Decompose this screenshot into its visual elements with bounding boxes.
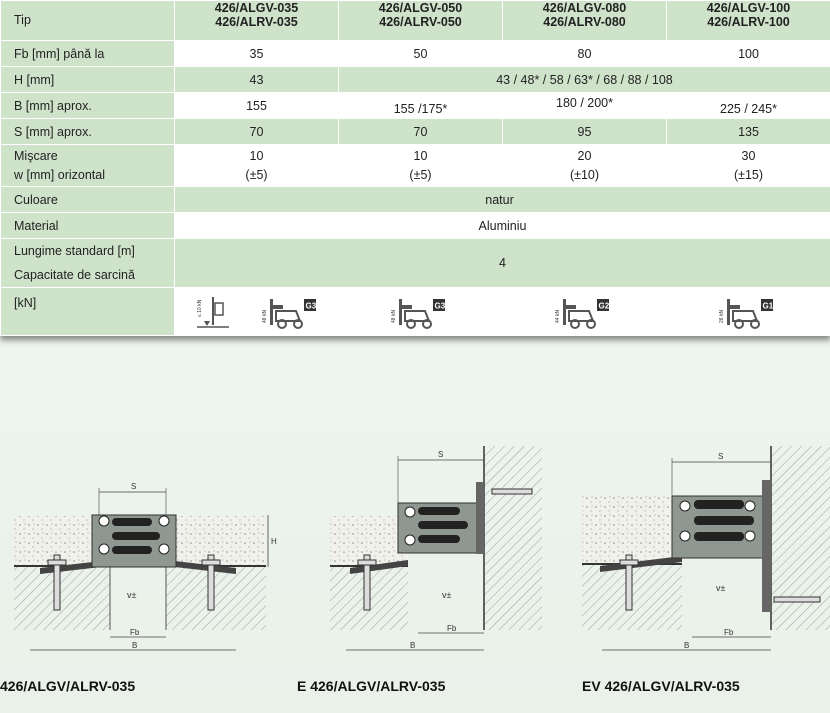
header-col-035 [175, 1, 339, 41]
header-col-050 [339, 1, 503, 41]
miscare-label [1, 145, 175, 187]
culoare-row [1, 187, 830, 213]
load-icons-035 [175, 288, 339, 336]
miscare-amount: 30 [741, 148, 756, 163]
miscare-value [503, 145, 667, 187]
dim-b-label: B [410, 641, 416, 650]
lungime-label [1, 239, 175, 288]
lungime-label-text: Lungime standard [m] [14, 244, 135, 258]
load-icons-080 [503, 288, 667, 336]
miscare-amount: 10 [413, 148, 428, 163]
s-value: 135 [667, 119, 830, 145]
s-value: 70 [175, 119, 339, 145]
lungime-value: 4 [175, 239, 830, 288]
load-icons-050 [339, 288, 503, 336]
forklift-icon [391, 293, 451, 331]
header-col-100-text: 426/ALGV-100 426/ALRV-100 [706, 1, 791, 29]
dim-b-label: B [132, 641, 138, 650]
dim-s-label: S [438, 450, 444, 459]
h-value-first: 43 [175, 67, 339, 93]
miscare-value [175, 145, 339, 187]
tip-label: Tip [1, 1, 175, 41]
movement-label: v± [127, 590, 137, 600]
capacitate-label: Capacitate de sarcină [14, 268, 135, 282]
joint-drawing-floor [14, 482, 277, 650]
culoare-value: natur [175, 187, 830, 213]
fb-row [1, 41, 830, 67]
forklift-icon [555, 293, 615, 331]
load-value-small: 48 kN [390, 309, 397, 323]
forklift-icon [262, 293, 322, 331]
forklift-class-label: G3 [305, 301, 317, 310]
s-row [1, 119, 830, 145]
h-value-rest: 43 / 48* / 58 / 63* / 68 / 88 / 108 [339, 67, 830, 93]
header-col-080 [503, 1, 667, 41]
dim-fb-label: Fb [724, 628, 734, 637]
material-row [1, 213, 830, 239]
miscare-tolerance: (±15) [733, 167, 764, 182]
miscare-tolerance: (±5) [245, 167, 268, 182]
culoare-label: Culoare [1, 187, 175, 213]
header-col-035-text: 426/ALGV-035 426/ALRV-035 [214, 1, 299, 29]
load-value-small: ≤ 10 kN [196, 299, 203, 317]
dim-fb-label: Fb [447, 624, 457, 633]
caption-floor-joint: 426/ALGV/ALRV-035 [0, 678, 136, 694]
kn-label: [kN] [1, 288, 175, 336]
forklift-class-label: G2 [598, 301, 609, 310]
s-label: S [mm] aprox. [1, 119, 175, 145]
s-value: 70 [339, 119, 503, 145]
b-value: 225 / 245* [667, 93, 830, 119]
header-col-050-text: 426/ALGV-050 426/ALRV-050 [378, 1, 463, 29]
miscare-tolerance: (±5) [409, 167, 432, 182]
forklift-icon [719, 293, 779, 331]
miscare-tolerance: (±10) [569, 167, 600, 182]
fb-label: Fb [mm] până la [1, 41, 175, 67]
movement-label: v± [716, 583, 726, 593]
miscare-label-line2: w [mm] orizontal [14, 167, 105, 182]
miscare-row [1, 145, 830, 187]
dim-b-label: B [684, 641, 690, 650]
fb-value: 50 [339, 41, 503, 67]
joint-drawing-wall [330, 446, 542, 650]
load-value-small: 44 kN [554, 309, 561, 323]
material-label: Material [1, 213, 175, 239]
movement-label: v± [442, 590, 452, 600]
b-row [1, 93, 830, 119]
header-col-100 [667, 1, 830, 41]
header-row [1, 1, 830, 41]
dim-s-label: S [131, 482, 137, 491]
dim-fb-label: Fb [130, 628, 140, 637]
technical-drawings [0, 340, 830, 713]
fb-value: 35 [175, 41, 339, 67]
load-value-small: 48 kN [262, 309, 269, 323]
s-value: 95 [503, 119, 667, 145]
spec-table [0, 0, 830, 336]
fb-value: 80 [503, 41, 667, 67]
forklift-class-label: G3 [434, 301, 445, 310]
header-col-080-text: 426/ALGV-080 426/ALRV-080 [542, 1, 627, 29]
lungime-row [1, 239, 830, 288]
dim-h-label: H [271, 537, 277, 546]
b-value: 155 /175* [339, 93, 503, 119]
dim-s-label: S [718, 452, 724, 461]
b-value: 155 [175, 93, 339, 119]
b-value: 180 / 200* [503, 93, 667, 119]
h-label: H [mm] [1, 67, 175, 93]
load-value-small: 26 kN [718, 309, 725, 323]
miscare-label-line1: Mişcare [14, 148, 58, 163]
caption-wall-variant-joint: EV 426/ALGV/ALRV-035 [582, 678, 740, 694]
miscare-amount: 20 [577, 148, 592, 163]
kn-row [1, 288, 830, 336]
miscare-value [667, 145, 830, 187]
b-label: B [mm] aprox. [1, 93, 175, 119]
miscare-amount: 10 [249, 148, 264, 163]
h-row [1, 67, 830, 93]
caption-wall-joint: E 426/ALGV/ALRV-035 [297, 678, 446, 694]
joint-drawing-wall-variant [582, 446, 830, 650]
pedestrian-load-icon [191, 293, 231, 331]
material-value: Aluminiu [175, 213, 830, 239]
fb-value: 100 [667, 41, 830, 67]
miscare-value [339, 145, 503, 187]
forklift-class-label: G1 [762, 301, 773, 310]
load-icons-100 [667, 288, 830, 336]
